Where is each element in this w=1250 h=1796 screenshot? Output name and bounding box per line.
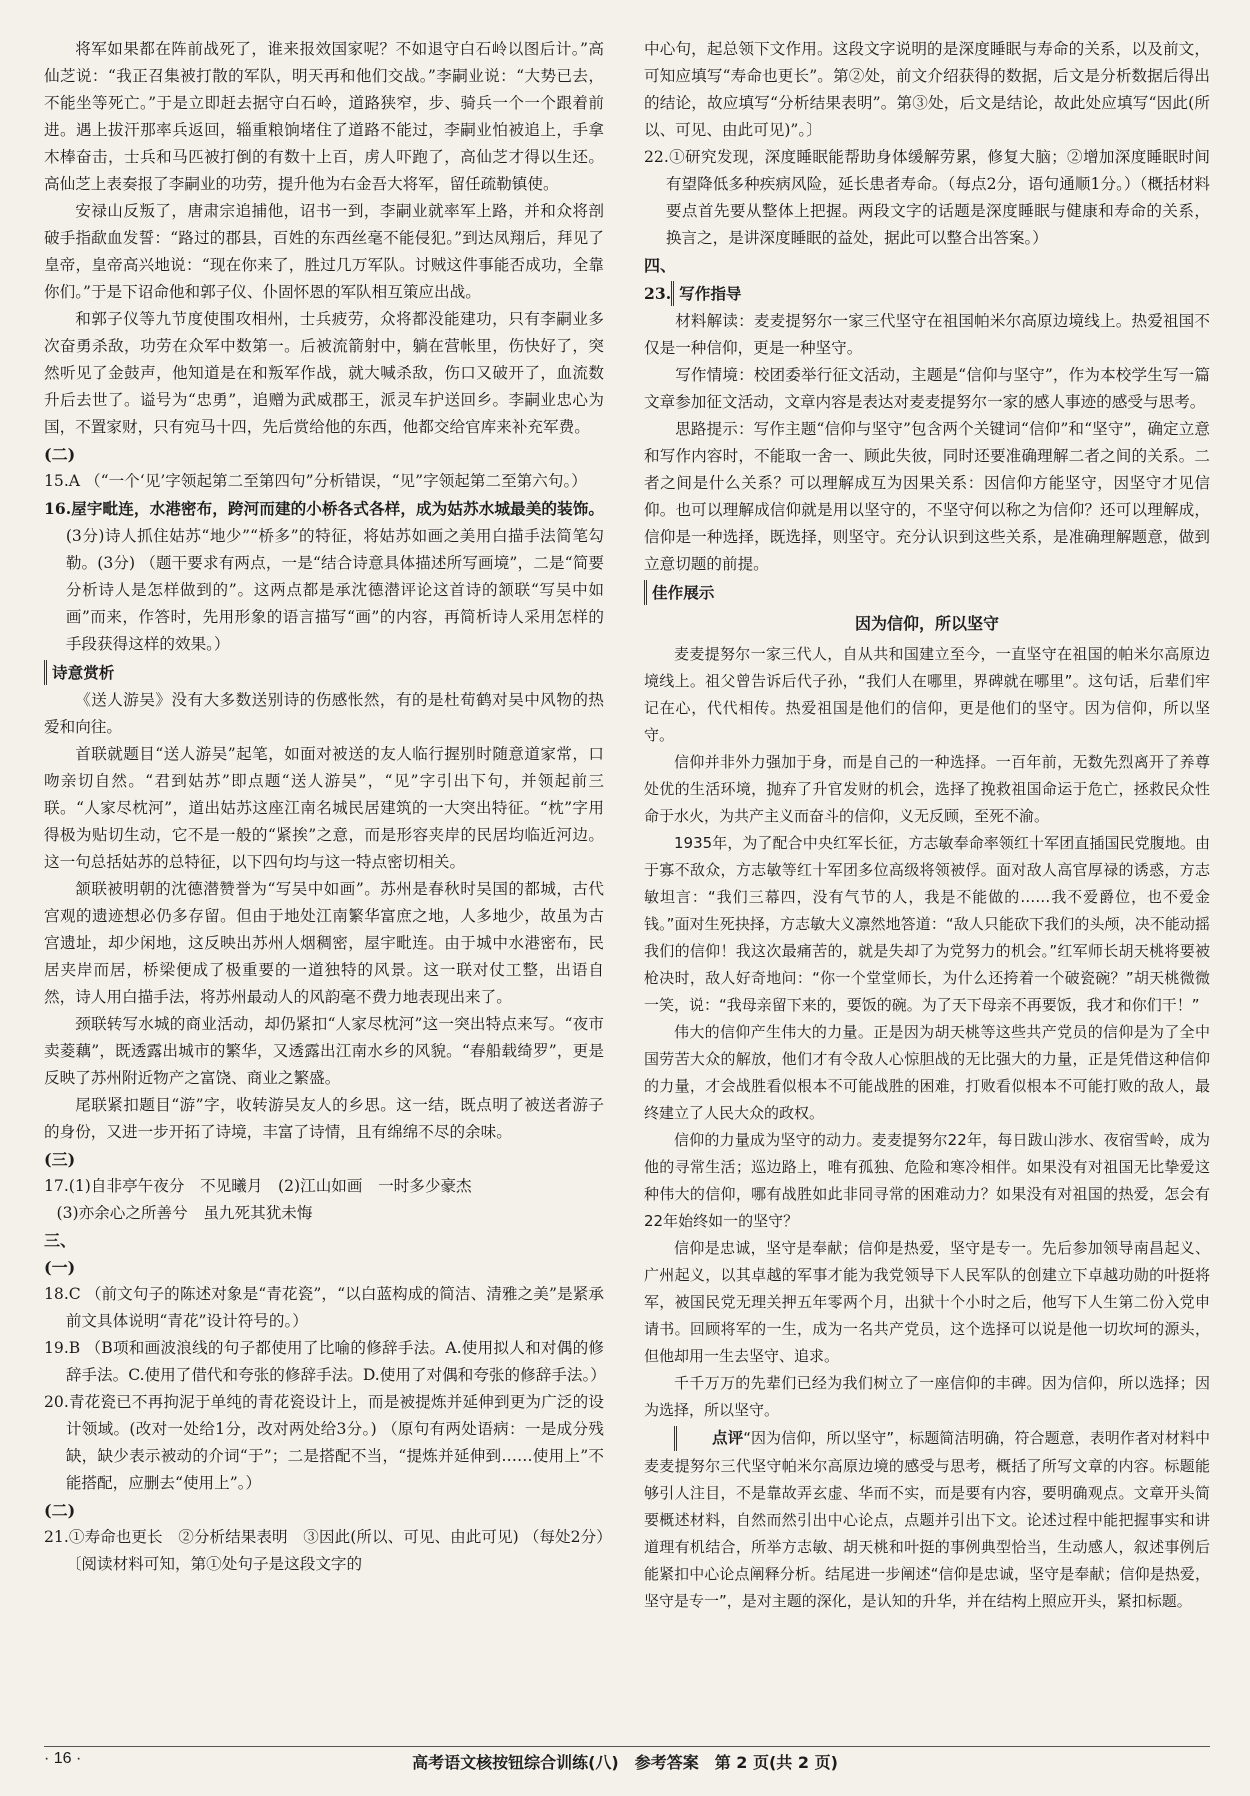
essay-title: 因为信仰，所以坚守 [854, 614, 999, 633]
guide-para-1: 材料解读：麦麦提努尔一家三代坚守在祖国帕米尔高原边境线上。热爱祖国不仅是一种信仰，更是一种坚守。 [644, 312, 1210, 357]
left-column [44, 36, 604, 1578]
answer-20: 20.青花瓷已不再拘泥于单纯的青花瓷设计上，而是被提炼并延伸到更为广泛的设计领域。(改对一处给1分，改对两处给3分。) （原句有两处语病：一是成分残缺，缺少表示被动的介词“于”；二是搭配不当，“提炼并延伸到……使用上”不能搭配，应删去“使用上”。） [44, 1393, 604, 1492]
poem-para-3: 颔联被明朝的沈德潜赞誉为“写吴中如画”。苏州是春秋时吴国的都城，古代宫观的遗迹想必仍多存留。但由于地处江南繁华富庶之地，人多地少，故虽为古宫遗址，却少闲地，这反映出苏州人烟稠密，屋宇毗连。由于城中水港密布，民居夹岸而居，桥梁便成了极重要的一道独特的风景。这一联对仗工整，出语自然，诗人用白描手法，将苏州最动人的风韵毫不费力地表现出来了。 [44, 880, 604, 1006]
part-four-heading: 四、 [644, 256, 677, 275]
part-three-sub-1: (一) [44, 1258, 76, 1277]
answer-22: 22.①研究发现，深度睡眠能帮助身体缓解劳累，修复大脑；②增加深度睡眠时间有望降低多种疾病风险，延长患者寿命。（每点2分，语句通顺1分。）（概括材料要点首先要从整体上把握。两段文字的话题是深度睡眠与健康和寿命的关系，换言之，是讲深度睡眠的益处，据此可以整合出答案。） [644, 148, 1210, 247]
model-essay [644, 609, 1210, 1615]
writing-guide-tag: 写作指导 [671, 281, 741, 306]
part-three-sub-2: (二) [44, 1501, 76, 1520]
story-para-2: 安禄山反叛了，唐肃宗追捕他，诏书一到，李嗣业就率军上路，并和众将剖破手指歃血发誓：“路过的郡县，百姓的东西丝毫不能侵犯。”到达凤翔后，拜见了皇帝，皇帝高兴地说：“现在你来了，胜过几万军队。讨贼这件事能否成功，全靠你们。”于是下诏命他和郭子仪、仆固怀恩的军队相互策应出战。 [44, 202, 604, 301]
story-para-1: 将军如果都在阵前战死了，谁来报效国家呢？不如退守白石岭以图后计。”高仙芝说：“我正召集被打散的军队，明天再和他们交战。”李嗣业说：“大势已去，不能坐等死亡。”于是立即赶去据守白石岭，道路狭窄，步、骑兵一个一个跟着前进。遇上拔汗那率兵返回，辎重粮饷堵住了道路不能过，李嗣业怕被追上，手拿木棒奋击，士兵和马匹被打倒的有数十上百，虏人吓跑了，高仙芝才得以生还。高仙芝上表奏报了李嗣业的功劳，提升他为右金吾大将军，留任疏勒镇使。 [44, 40, 604, 193]
poem-para-2: 首联就题目“送人游吴”起笔，如面对被送的友人临行握别时随意道家常，口吻亲切自然。“君到姑苏”即点题“送人游吴”，“见”字引出下句，并领起前三联。“人家尽枕河”，道出姑苏这座江南名城民居建筑的一大突出特征。“枕”字用得极为贴切生动，它不是一般的“紧挨”之意，而是形容夹岸的民居均临近河边。这一句总括姑苏的总特征，以下四句均与这一特点密切相关。 [44, 745, 604, 871]
essay-para-5: 信仰的力量成为坚守的动力。麦麦提努尔22年，每日跋山涉水、夜宿雪岭，成为他的寻常生活；巡边路上，唯有孤独、危险和寒冷相伴。如果没有对祖国无比挚爱这种伟大的信仰，哪有战胜如此非同寻常的困难动力？如果没有对祖国的热爱，怎会有22年始终如一的坚守？ [644, 1131, 1210, 1230]
answer-23 [644, 279, 1210, 308]
answer-16 [44, 495, 604, 658]
model-essay-tag: 佳作展示 [644, 580, 714, 605]
part-three-heading: 三、 [44, 1231, 77, 1250]
right-column [644, 36, 1210, 1615]
answer-18: 18.C （前文句子的陈述对象是“青花瓷”，“以白蓝构成的简洁、清雅之美”是紧承前文具体说明“青花”设计符号的。） [44, 1285, 604, 1330]
answer-19: 19.B （B项和画波浪线的句子都使用了比喻的修辞手法。A.使用拟人和对偶的修辞手法。C.使用了借代和夸张的修辞手法。D.使用了对偶和夸张的修辞手法。） [44, 1339, 606, 1384]
essay-para-6: 信仰是忠诚，坚守是奉献；信仰是热爱，坚守是专一。先后参加领导南昌起义、广州起义，以其卓越的军事才能为我党领导下人民军队的创建立下卓越功勋的叶挺将军，被国民党无理关押五年零两个月，出狱十个小时之后，他写下人生第二份入党申请书。回顾将军的一生，成为一名共产党员，这个选择可以说是他一切坎坷的源头，但他却用一生去坚守、追求。 [644, 1239, 1210, 1365]
answer-23-number: 23. [644, 284, 672, 303]
answer-16-key: 16.屋宇毗连，水港密布，跨河而建的小桥各式各样，成为姑苏水城最美的装饰。 [44, 499, 604, 518]
essay-review [644, 1424, 1210, 1615]
essay-para-7: 千千万万的先辈们已经为我们树立了一座信仰的丰碑。因为信仰，所以选择；因为选择，所以坚守。 [644, 1374, 1210, 1419]
answer-15: 15.A （“一个‘见’字领起第二至第四句”分析错误，“见”字领起第二至第六句。） [44, 472, 587, 490]
poem-appreciation-tag: 诗意赏析 [44, 660, 114, 685]
section-3-heading: (三) [44, 1150, 76, 1169]
footer-rule [44, 1746, 1210, 1747]
review-text: “因为信仰，所以坚守”，标题简洁明确，符合题意，表明作者对材料中麦麦提努尔三代坚守帕米尔高原边境的感受与思考，概括了所写文章的内容。标题能够引人注目，不是靠故弄玄虚、华而不实，而是要有内容，要明确观点。文章开头简要概述材料，自然而然引出中心论点，点题并引出下文。论述过程中能把握事实和讲道理有机结合，所举方志敏、胡天桃和叶挺的事例典型恰当，生动感人，叙述事例后能紧扣中心论点阐释分析。结尾进一步阐述“信仰是忠诚，坚守是奉献；信仰是热爱，坚守是专一”，是对主题的深化，是认知的升华，并在结构上照应开头，紧扣标题。 [644, 1429, 1210, 1610]
review-tag: 点评 [674, 1426, 743, 1451]
essay-para-4: 伟大的信仰产生伟大的力量。正是因为胡天桃等这些共产党员的信仰是为了全中国劳苦大众的解放，他们才有令敌人心惊胆战的无比强大的力量，正是凭借这种信仰的力量，才会战胜看似根本不可能战胜的困难，打败看似根本不可能打败的敌人，最终建立了人民大众的政权。 [644, 1023, 1210, 1122]
answer-21: 21.①寿命也更长 ②分析结果表明 ③因此(所以、可见、由此可见) （每处2分）〔阅读材料可知，第①处句子是这段文字的 [44, 1528, 604, 1573]
answer-page [44, 36, 1210, 1736]
answer-16-note: (3分)诗人抓住姑苏“地少”“桥多”的特征，将姑苏如画之美用白描手法简笔勾勒。(3分) （题干要求有两点，一是“结合诗意具体描述所写画境”，二是“简要分析诗人是怎样做到的”。这两点都是承沈德潜评论这首诗的颔联“写吴中如画”而来，作答时，先用形象的语言描写“画”的内容，再简析诗人采用怎样的手段获得这样的效果。） [65, 527, 604, 653]
essay-para-2: 信仰并非外力强加于身，而是自己的一种选择。一百年前，无数先烈离开了养尊处优的生活环境，抛弃了升官发财的机会，选择了挽救祖国命运于危亡，拯救民众性命于水火，为共产主义而奋斗的信仰，义无反顾，至死不渝。 [644, 753, 1210, 825]
poem-para-1: 《送人游吴》没有大多数送别诗的伤感怅然，有的是杜荀鹤对吴中风物的热爱和向往。 [44, 691, 604, 736]
guide-para-3: 思路提示：写作主题“信仰与坚守”包含两个关键词“信仰”和“坚守”，确定立意和写作内容时，不能取一舍一、顾此失彼，同时还要准确理解二者之间的关系。二者之间是什么关系？可以理解成互为因果关系：因信仰方能坚守，因坚守才见信仰。也可以理解成信仰就是用以坚守的，不坚守何以称之为信仰？还可以理解成，信仰是一种选择，既选择，则坚守。充分认识到这些关系，是准确理解题意，做到立意切题的前提。 [644, 420, 1210, 573]
essay-para-1: 麦麦提努尔一家三代人，自从共和国建立至今，一直坚守在祖国的帕米尔高原边境线上。祖父曾告诉后代子孙，“我们人在哪里，界碑就在哪里”。这句话，后辈们牢记在心，代代相传。热爱祖国是他们的信仰，更是他们的坚守。因为信仰，所以坚守。 [644, 645, 1210, 744]
answer-21-continued: 中心句，起总领下文作用。这段文字说明的是深度睡眠与寿命的关系，以及前文，可知应填写“寿命也更长”。第②处，前文介绍获得的数据，后文是分析数据后得出的结论，故应填写“分析结果表明”。第③处，后文是结论，故此处应填写“因此(所以、可见、由此可见)”。〕 [644, 40, 1210, 139]
poem-para-4: 颈联转写水城的商业活动，却仍紧扣“人家尽枕河”这一突出特点来写。“夜市卖菱藕”，既透露出城市的繁华，又透露出江南水乡的风貌。“春船载绮罗”，更是反映了苏州附近物产之富饶、商业之繁盛。 [44, 1015, 604, 1087]
poem-para-5: 尾联紧扣题目“游”字，收转游吴友人的乡思。这一结，既点明了被送者游子的身份，又进一步开拓了诗境，丰富了诗情，且有绵绵不尽的余味。 [44, 1096, 604, 1141]
essay-para-3: 1935年，为了配合中央红军长征，方志敏奉命率领红十军团直插国民党腹地。由于寡不敌众，方志敏等红十军团多位高级将领被俘。面对敌人高官厚禄的诱惑，方志敏坦言：“我们三幕四，没有气节的人，我是不能做的……我不爱爵位，也不爱金钱。”面对生死抉择，方志敏大义凛然地答道：“敌人只能砍下我们的头颅，决不能动摇我们的信仰！我这次最痛苦的，就是失却了为党努力的机会。”红军师长胡天桃将要被枪决时，敌人好奇地问：“你一个堂堂师长，为什么还挎着一个破瓷碗？”胡天桃微微一笑，说：“我母亲留下来的，要饭的碗。为了天下母亲不再要饭，我才和你们干！” [644, 834, 1210, 1014]
page-footer [0, 1746, 1250, 1776]
answer-17-line-2: (3)亦余心之所善兮 虽九死其犹未悔 [56, 1204, 313, 1222]
section-2-heading: (二) [44, 445, 76, 464]
page-number: · 16 · [44, 1750, 82, 1767]
guide-para-2: 写作情境：校团委举行征文活动，主题是“信仰与坚守”，作为本校学生写一篇文章参加征文活动，文章内容是表达对麦麦提努尔一家的感人事迹的感受与思考。 [644, 366, 1210, 411]
answer-17-line-1: 17.(1)自非亭午夜分 不见曦月 (2)江山如画 一时多少豪杰 [44, 1177, 472, 1195]
story-para-3: 和郭子仪等九节度使围攻相州，士兵疲劳，众将都没能建功，只有李嗣业多次奋勇杀敌，功劳在众军中数第一。后被流箭射中，躺在营帐里，伤快好了，突然听见了金鼓声，他知道是在和叛军作战，就大喊杀敌，伤口又破开了，血流数升后去世了。谥号为“忠勇”，追赠为武威郡王，派灵车护送回乡。李嗣业忠心为国，不置家财，只有宛马十四，先后赏给他的东西，他都交给官库来补充军费。 [44, 310, 604, 436]
footer-title: 高考语文核按钮综合训练(八) 参考答案 第 2 页(共 2 页) [412, 1753, 838, 1772]
